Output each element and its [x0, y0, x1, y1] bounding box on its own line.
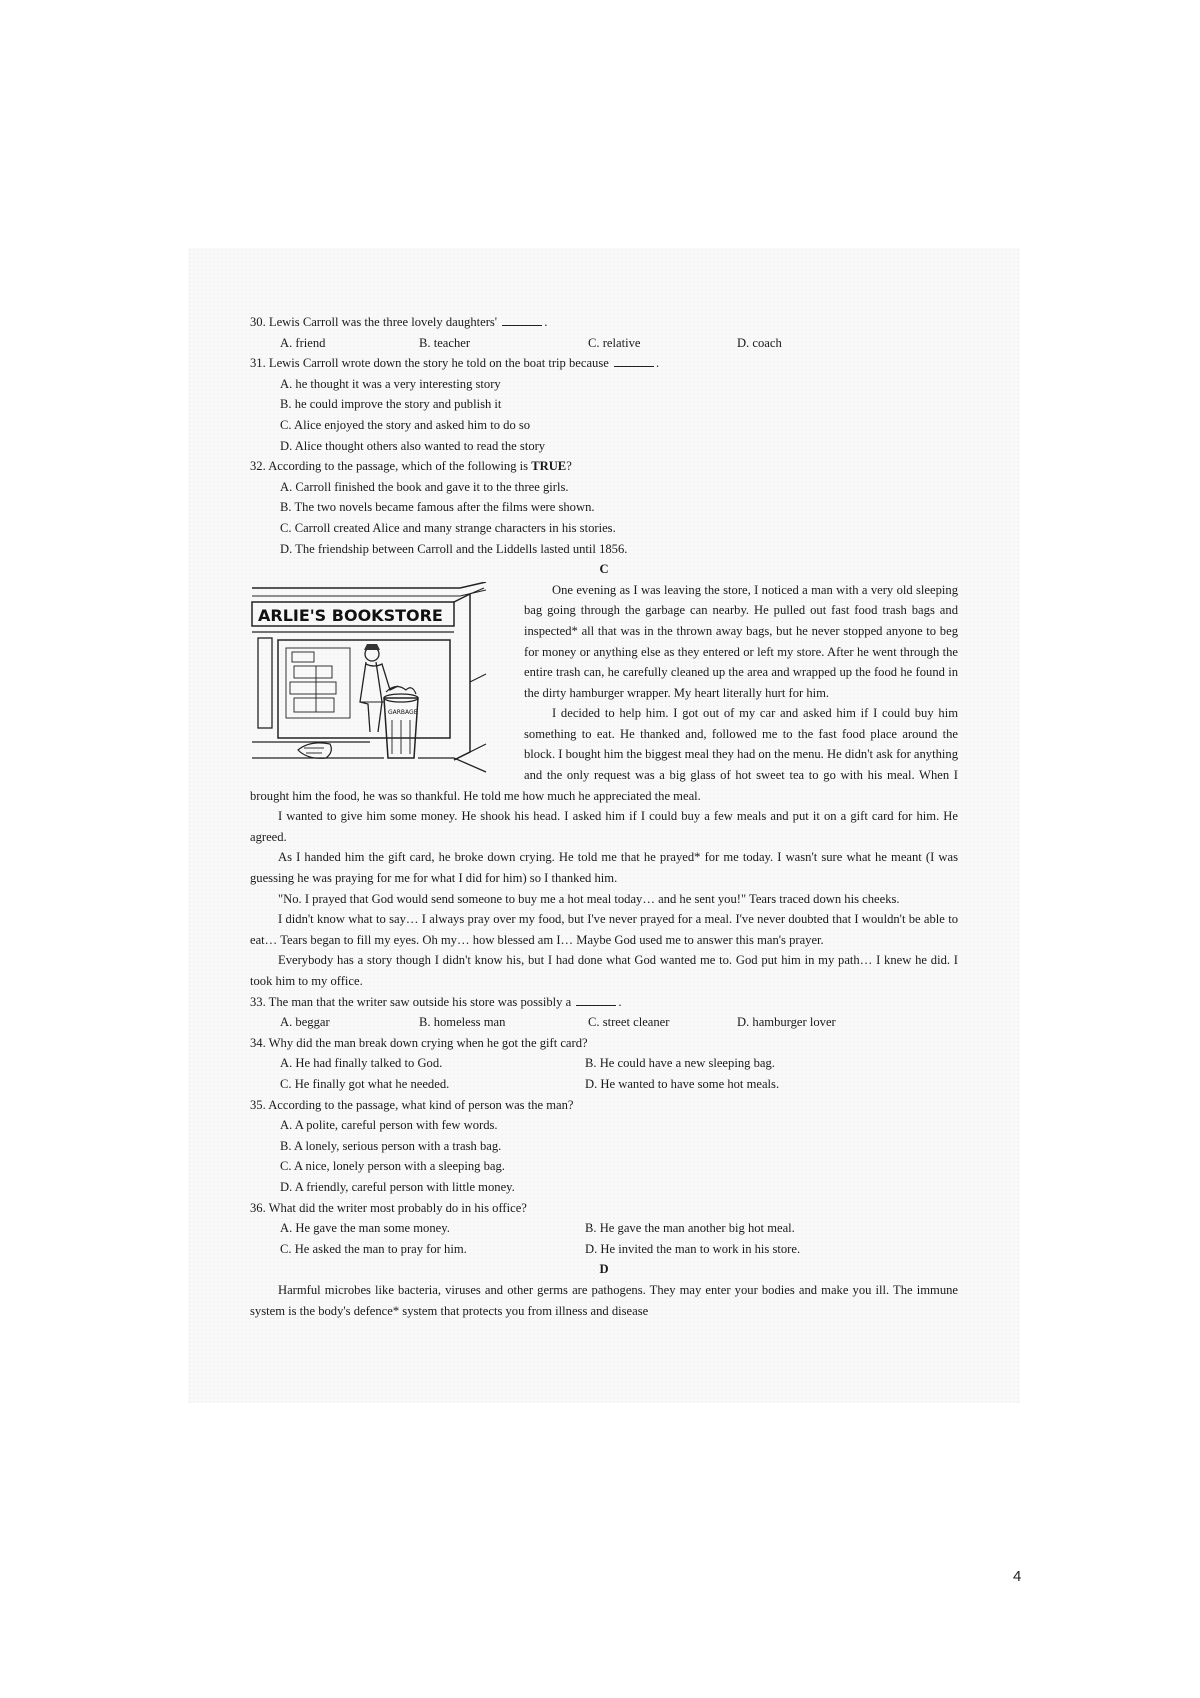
question-31: 31. Lewis Carroll wrote down the story he told on the boat trip because .	[250, 356, 660, 371]
paragraph: One evening as I was leaving the store, I noticed a man with a very old sleeping bag going through the garbage can nearby. He pulled out fast food trash bags and inspected* all that was in the thrown away bags, but he never stopped anyone to beg for money or anything else as they entered or left my store. After he went through the entire trash can, he carefully cleaned up the area and wrapped up the food he found in the dirty hamburger wrapper. My heart literally hurt for him.	[524, 582, 958, 700]
paragraph: I wanted to give him some money. He shook his head. I asked him if I could buy a few meals and put it on a gift card for him. He agreed.	[250, 809, 958, 844]
exam-content	[250, 312, 958, 1321]
answer-blank	[576, 993, 616, 1006]
option-c: C. relative	[588, 335, 641, 350]
store-sign: ARLIE'S BOOKSTORE	[258, 605, 443, 625]
option-a: A. friend	[280, 335, 326, 350]
question-35: 35. According to the passage, what kind of person was the man?	[250, 1097, 574, 1112]
option-d: D. The friendship between Carroll and the Liddells lasted until 1856.	[280, 541, 628, 556]
option-d: D. coach	[737, 335, 782, 350]
question-30: 30. Lewis Carroll was the three lovely daughters' .	[250, 315, 548, 329]
option-a: A. He gave the man some money.	[280, 1221, 450, 1236]
answer-blank	[614, 354, 654, 367]
page-number: 4	[1013, 1568, 1022, 1585]
question-33-options	[250, 1012, 958, 1033]
section-heading-d: D	[599, 1262, 609, 1277]
option-d: D. hamburger lover	[737, 1015, 836, 1030]
option-a: A. Carroll finished the book and gave it to the three girls.	[280, 479, 569, 494]
question-30-options	[250, 333, 958, 354]
question-32: 32. According to the passage, which of the following is TRUE?	[250, 459, 572, 474]
paragraph: Everybody has a story though I didn't know his, but I had done what God wanted me to. God put him in my path… I knew he did. I took him to my office.	[250, 953, 958, 988]
option-c: C. He asked the man to pray for him.	[280, 1241, 467, 1256]
option-a: A. he thought it was a very interesting story	[280, 376, 501, 391]
question-33: 33. The man that the writer saw outside his store was possibly a .	[250, 994, 622, 1009]
bookstore-drawing	[250, 582, 508, 774]
option-b: B. He gave the man another big hot meal.	[585, 1221, 795, 1236]
option-b: B. he could improve the story and publish it	[280, 397, 502, 412]
option-d: D. He invited the man to work in his store.	[585, 1241, 801, 1256]
option-b: B. He could have a new sleeping bag.	[585, 1056, 775, 1071]
option-c: C. Carroll created Alice and many strange characters in his stories.	[280, 520, 616, 535]
option-d: D. Alice thought others also wanted to read the story	[280, 438, 546, 453]
option-d: D. A friendly, careful person with little money.	[280, 1179, 515, 1194]
option-a: A. He had finally talked to God.	[280, 1056, 443, 1071]
passage-c	[250, 580, 958, 992]
paragraph: I didn't know what to say… I always pray over my food, but I've never prayed for a meal. I've never doubted that I wouldn't be able to eat… Tears began to fill my eyes. Oh my… how blessed am I… Maybe God used me to answer this man's prayer.	[250, 912, 958, 947]
paragraph-d: Harmful microbes like bacteria, viruses and other germs are pathogens. They may enter your bodies and make you ill. The immune system is the body's defence* system that protects you from illness and disease	[250, 1282, 958, 1318]
option-d: D. He wanted to have some hot meals.	[585, 1076, 780, 1091]
garbage-label: GARBAGE	[388, 708, 418, 716]
question-34-options-row1	[250, 1053, 958, 1074]
question-36-options-row1	[250, 1218, 958, 1239]
question-36: 36. What did the writer most probably do in his office?	[250, 1200, 527, 1215]
section-heading-c: C	[599, 562, 609, 577]
option-a: A. A polite, careful person with few words.	[280, 1118, 498, 1133]
option-b: B. A lonely, serious person with a trash bag.	[280, 1138, 502, 1153]
option-b: B. The two novels became famous after the films were shown.	[280, 500, 595, 515]
paragraph: "No. I prayed that God would send someone to buy me a hot meal today… and he sent you!" Tears traced down his cheeks.	[278, 891, 900, 906]
question-34: 34. Why did the man break down crying when he got the gift card?	[250, 1035, 588, 1050]
option-b: B. teacher	[419, 335, 471, 350]
paragraph: I decided to help him. I got out of my car and asked him if I could buy him something to eat. He thanked and, followed me to the fast food place around the block. I bought him the biggest meal they had on the menu. He didn't ask for anything and the only request was a big glass of hot sweet tea to go with his meal. When I brought him the food, he was so thankful. He told me how much he appreciated the meal.	[250, 706, 958, 803]
option-c: C. street cleaner	[588, 1015, 670, 1030]
option-c: C. He finally got what he needed.	[280, 1076, 450, 1091]
option-a: A. beggar	[280, 1015, 330, 1030]
option-c: C. A nice, lonely person with a sleeping bag.	[280, 1159, 505, 1174]
answer-blank	[502, 313, 542, 326]
bookstore-illustration	[250, 582, 508, 774]
question-36-options-row2	[250, 1239, 958, 1260]
question-34-options-row2	[250, 1074, 958, 1095]
paragraph: As I handed him the gift card, he broke down crying. He told me that he prayed* for me today. I wasn't sure what he meant (I was guessing he was praying for me for what I did for him) so I thanked him.	[250, 850, 958, 886]
option-b: B. homeless man	[419, 1015, 506, 1030]
option-c: C. Alice enjoyed the story and asked him to do so	[280, 417, 531, 432]
